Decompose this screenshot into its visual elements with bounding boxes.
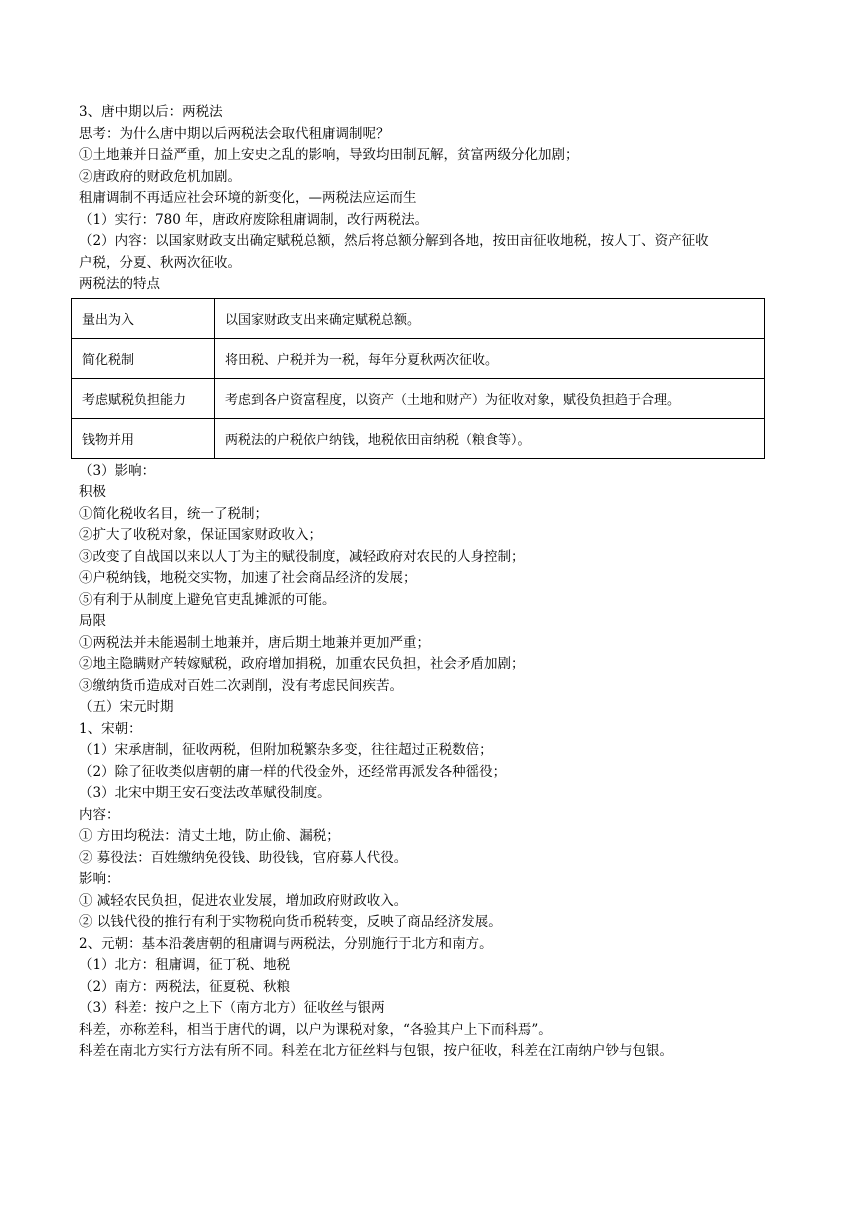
table-row	[72, 418, 765, 458]
text-line: 两税法的特点	[79, 276, 160, 292]
text-line: （2）除了征收类似唐朝的庸一样的代役金外，还经常再派发各种徭役；	[79, 763, 507, 780]
text-line: ⑤有利于从制度上避免官吏乱摊派的可能。	[79, 591, 336, 608]
table-row	[72, 298, 765, 338]
feature-name-cell: 量出为入	[72, 298, 215, 338]
table-row	[72, 338, 765, 378]
document-page	[79, 102, 769, 1063]
text-line: （1）宋承唐制，征收两税，但附加税繁杂多变，往往超过正税数倍；	[79, 742, 493, 758]
text-line: 2、元朝：基本沿袭唐朝的租庸调与两税法，分别施行于北方和南方。	[79, 935, 493, 952]
text-line: ③缴纳货币造成对百姓二次剥削，没有考虑民间疾苦。	[79, 677, 403, 694]
text-block-bottom	[79, 461, 769, 1063]
text-line: 户税，分夏、秋两次征收。	[79, 254, 241, 271]
feature-desc-cell: 将田税、户税并为一税，每年分夏秋两次征收。	[215, 338, 765, 378]
text-line: 思考：为什么唐中期以后两税法会取代租庸调制呢？	[79, 125, 390, 142]
text-line: 3、唐中期以后：两税法	[79, 104, 223, 120]
text-line: （2）南方：两税法，征夏税、秋粮	[79, 978, 291, 995]
text-line: ②地主隐瞒财产转嫁赋税，政府增加捐税，加重农民负担，社会矛盾加剧；	[79, 656, 525, 672]
text-line: 内容：	[79, 806, 120, 823]
text-line: 1、宋朝：	[79, 720, 142, 737]
feature-desc-cell: 考虑到各户资富程度，以资产（土地和财产）为征收对象，赋役负担趋于合理。	[215, 378, 765, 418]
features-table	[71, 298, 765, 459]
text-line: ① 方田均税法：清丈土地，防止偷、漏税；	[79, 828, 340, 844]
text-line: ②唐政府的财政危机加剧。	[79, 168, 241, 185]
text-line: （3）北宋中期王安石变法改革赋役制度。	[79, 785, 331, 801]
text-block-top	[79, 102, 769, 296]
text-line: （3）影响：	[79, 462, 156, 479]
text-line: ①两税法并未能遏制土地兼并，唐后期土地兼并更加严重；	[79, 634, 430, 651]
text-line: ①简化税收名目，统一了税制；	[79, 505, 268, 522]
text-line: 科差，亦称差科，相当于唐代的调，以户为课税对象，“各验其户上下而科焉”。	[79, 1021, 552, 1038]
text-line: ④户税纳钱，地税交实物，加速了社会商品经济的发展；	[79, 570, 417, 586]
feature-desc-cell: 以国家财政支出来确定赋税总额。	[215, 298, 765, 338]
text-line: 租庸调制不再适应社会环境的新变化，—两税法应运而生	[79, 190, 417, 206]
text-line: （1）实行：780 年，唐政府废除租庸调制，改行两税法。	[79, 211, 429, 228]
feature-name-cell: 简化税制	[72, 338, 215, 378]
text-line: 科差在南北方实行方法有所不同。科差在北方征丝料与包银，按户征收，科差在江南纳户钞与包银。	[79, 1043, 673, 1059]
text-line: ③改变了自战国以来以人丁为主的赋役制度，减轻政府对农民的人身控制；	[79, 548, 525, 565]
text-line: 影响：	[79, 871, 120, 887]
text-line: （五）宋元时期	[79, 699, 174, 715]
feature-desc-cell: 两税法的户税依户纳钱，地税依田亩纳税（粮食等）。	[215, 418, 765, 458]
text-line: （3）科差：按户之上下（南方北方）征收丝与银两	[79, 1000, 385, 1016]
text-line: ① 减轻农民负担，促进农业发展，增加政府财政收入。	[79, 892, 408, 909]
feature-name-cell: 钱物并用	[72, 418, 215, 458]
text-line: （2）内容：以国家财政支出确定赋税总额，然后将总额分解到各地，按田亩征收地税，按人丁、资产征收	[79, 233, 709, 249]
text-line: ①土地兼并日益严重，加上安史之乱的影响，导致均田制瓦解，贫富两级分化加剧；	[79, 147, 579, 163]
text-line: ② 募役法：百姓缴纳免役钱、助役钱，官府募人代役。	[79, 849, 408, 866]
text-line: ②扩大了收税对象，保证国家财政收入；	[79, 527, 322, 543]
text-line: 局限	[79, 613, 106, 629]
text-line: （1）北方：租庸调，征丁税、地税	[79, 957, 291, 973]
text-line: ② 以钱代役的推行有利于实物税向货币税转变，反映了商品经济发展。	[79, 914, 502, 930]
text-line: 积极	[79, 484, 106, 500]
table-row	[72, 378, 765, 418]
feature-name-cell: 考虑赋税负担能力	[72, 378, 215, 418]
